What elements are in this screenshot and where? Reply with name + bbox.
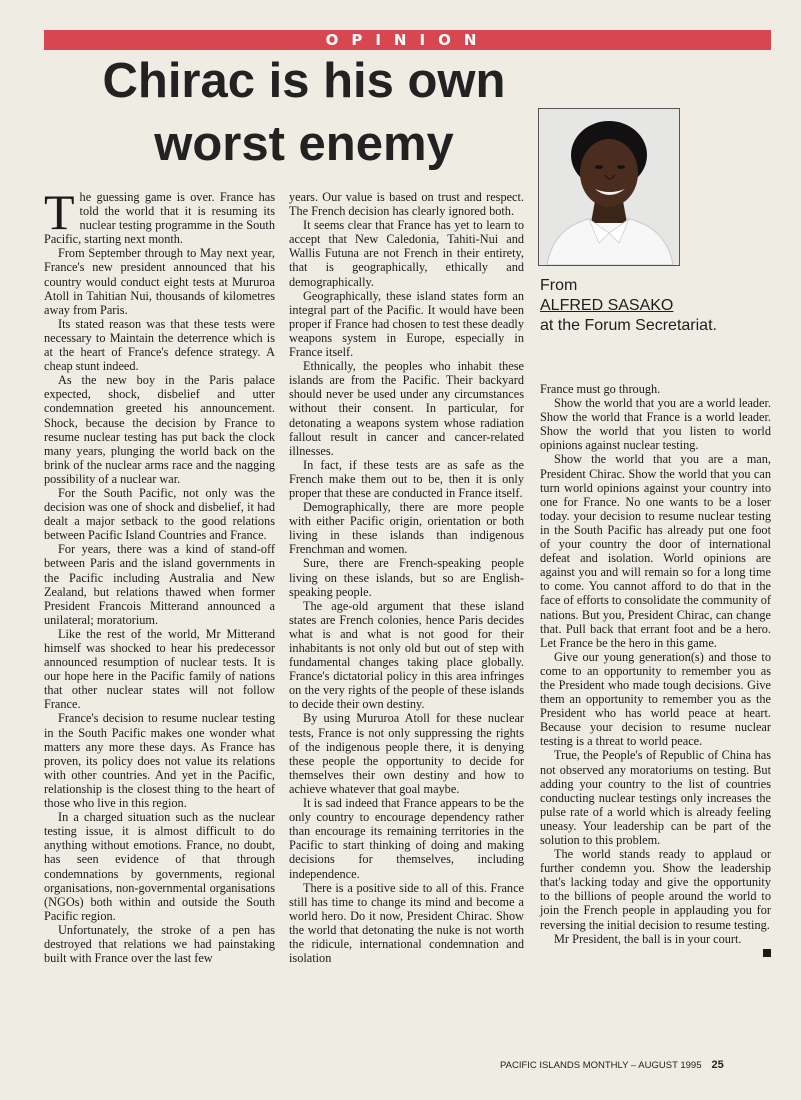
paragraph: Its stated reason was that these tests were necessary to Maintain the deterrence which is at the heart of France's defence strategy. A cheap stunt indeed.	[44, 316, 275, 374]
publication-line: PACIFIC ISLANDS MONTHLY – AUGUST 1995	[500, 1060, 702, 1071]
paragraph: Show the world that you are a world leader. Show the world that France is a world leader. Show the world that you listen to world opinions against nuclear testing.	[540, 396, 771, 453]
article-column-2	[289, 190, 524, 965]
paragraph: From September through to May next year, France's new president announced that his country would conduct eight tests at Mururoa Atoll in Tahitian Nui, thousands of kilometres away from Paris.	[44, 246, 275, 317]
paragraph: As the new boy in the Paris palace expected, shock, disbelief and utter condemnation greeted his announcement. Shock, because the decision by France to resume nuclear testing has put back the clock many years, plunging the world back on the brink of the nuclear arms race and the nagging possibility of a nuclear war.	[44, 373, 275, 486]
article-column-1	[44, 184, 275, 966]
article-column-3	[540, 382, 771, 960]
paragraph: Demographically, there are more people with either Pacific origin, orientation or both living in these islands than indigenous Frenchman and women.	[289, 500, 524, 557]
paragraph: It is sad indeed that France appears to be the only country to encourage dependency rather than encourage its remaining territories in the Pacific to start thinking of doing and making decisions for themselves, including independence.	[289, 796, 524, 881]
paragraph: For years, there was a kind of stand-off between Paris and the island governments in the Pacific including Australia and New Zealand, but relations thawed when former President Francois Mitterand announced a unilateral; moratorium.	[44, 542, 275, 627]
paragraph: Sure, there are French-speaking people living on these islands, but so are English-speaking people.	[289, 556, 524, 599]
paragraph: For the South Pacific, not only was the decision was one of shock and disbelief, it had dealt a major setback to the good relations between Pacific Island Countries and France.	[44, 485, 275, 543]
paragraph: France's decision to resume nuclear testing in the South Pacific makes one wonder what matters any more these days. As France has proven, its policy does not value its relations with other countries. And yet in the Pacific, relationship is the closest thing to the heart of those who live in this region.	[44, 711, 275, 811]
author-name: ALFRED SASAKO	[540, 297, 674, 314]
drop-cap: T	[44, 184, 75, 240]
paragraph: There is a positive side to all of this. France still has time to change its mind and become a world hero. Do it now, President Chirac. Show the world that detonating the nuke is not worth the ridicule, international condemnation and isolation	[289, 880, 524, 966]
paragraph: Geographically, these island states form an integral part of the Pacific. It would have been proper if France had chosen to test these deadly weapons system in Europe, especially in France itself.	[289, 288, 524, 360]
page-footer	[500, 1059, 724, 1071]
author-affiliation: at the Forum Secretariat.	[540, 317, 717, 334]
paragraph	[540, 932, 771, 946]
headline: Chirac is his own worst enemy	[102, 54, 506, 171]
paragraph: Show the world that you are a man, President Chirac. Show the world that you can turn world opinions against your country into one for France. No one wants to be a loser today. your decision to resume nuclear testing in the South Pacific has already put one foot of your country the door of international defeat and isolation. World opinions are against you and will remain so for a long time to come. You cannot afford to do that in the face of efforts to consolidate the community of nations. But you, President Chirac, can change that. Pull back that errant foot and be a hero. Let France be the hero in this game.	[540, 452, 771, 650]
paragraph: By using Mururoa Atoll for these nuclear tests, France is not only suppressing the rights of the indigenous people there, it is denying these people the opportunity to decide for themselves their own destiny and how to achieve whatever that goal maybe.	[289, 711, 524, 796]
author-photo	[538, 108, 680, 266]
paragraph-text: he guessing game is over. France has told the world that it is resuming its nuclear testing programme in the South Pacific, starting next month.	[44, 190, 275, 247]
paragraph: years. Our value is based on trust and respect. The French decision has clearly ignored both.	[289, 190, 524, 219]
paragraph: In fact, if these tests are as safe as the French make them out to be, then it is only proper that these are conducted in France itself.	[289, 457, 524, 500]
end-mark-icon	[763, 949, 771, 957]
paragraph: Ethnically, the peoples who inhabit these islands are from the Pacific. Their backyard should never be used under any circumstances without their consent. In particular, for detonating a weapons system whose radiation fallout result in cancer and cancer-related illnesses.	[289, 359, 524, 458]
paragraph: France must go through.	[540, 382, 661, 396]
paragraph	[44, 184, 275, 247]
section-label: OPINION	[44, 30, 771, 50]
paragraph: The age-old argument that these island states are French colonies, hence Paris decides what is and what is not good for their inhabitants is not only old but out of step with fundamental changes taking place globally. France's dictatorial policy in this area infringes on the very rights of the people of these islands to decide their own destiny.	[289, 598, 524, 712]
byline	[540, 276, 775, 336]
byline-from: From	[540, 277, 578, 294]
paragraph: In a charged situation such as the nuclear testing issue, it is almost difficult to do anything without emotions. France, no doubt, has seen evidence of that through condemnations by governments, regional organisations, non-governmental organisations (NGOs) both within and outside the South Pacific region.	[44, 810, 275, 923]
paragraph: True, the People's of Republic of China has not observed any moratoriums on testing. But adding your country to the list of countries conducting nuclear testings only increases the pulse rate of a world which is already feeling uneasy. Your leadership can be part of the solution to this problem.	[540, 748, 771, 847]
paragraph: It seems clear that France has yet to learn to accept that New Caledonia, Tahiti-Nui and Wallis Futuna are not French in their entirety, that is geographically, ethically and demographically.	[289, 218, 524, 289]
closing-line: Mr President, the ball is in your court.	[554, 931, 742, 946]
portrait-image	[539, 109, 679, 265]
paragraph: Unfortunately, the stroke of a pen has destroyed that relations we had painstaking built with France over the last few	[44, 922, 275, 966]
paragraph: Like the rest of the world, Mr Mitterand himself was shocked to hear his predecessor announced resumption of nuclear tests. It is our hope here in the Pacific family of nations that other nuclear states will not follow France.	[44, 626, 275, 712]
paragraph: Give our young generation(s) and those to come to an opportunity to remember you as the President who made tough decisions. Give them an opportunity to remember you as the President who has world peace at heart. Because your decision to resume nuclear testing is a threat to world peace.	[540, 649, 771, 749]
page-number: 25	[711, 1059, 724, 1071]
paragraph: The world stands ready to applaud or further condemn you. Show the leadership that's lacking today and give the opportunity to the billions of people around the world to join the French people in applauding you for reversing the initial decision to resume testing.	[540, 847, 771, 932]
